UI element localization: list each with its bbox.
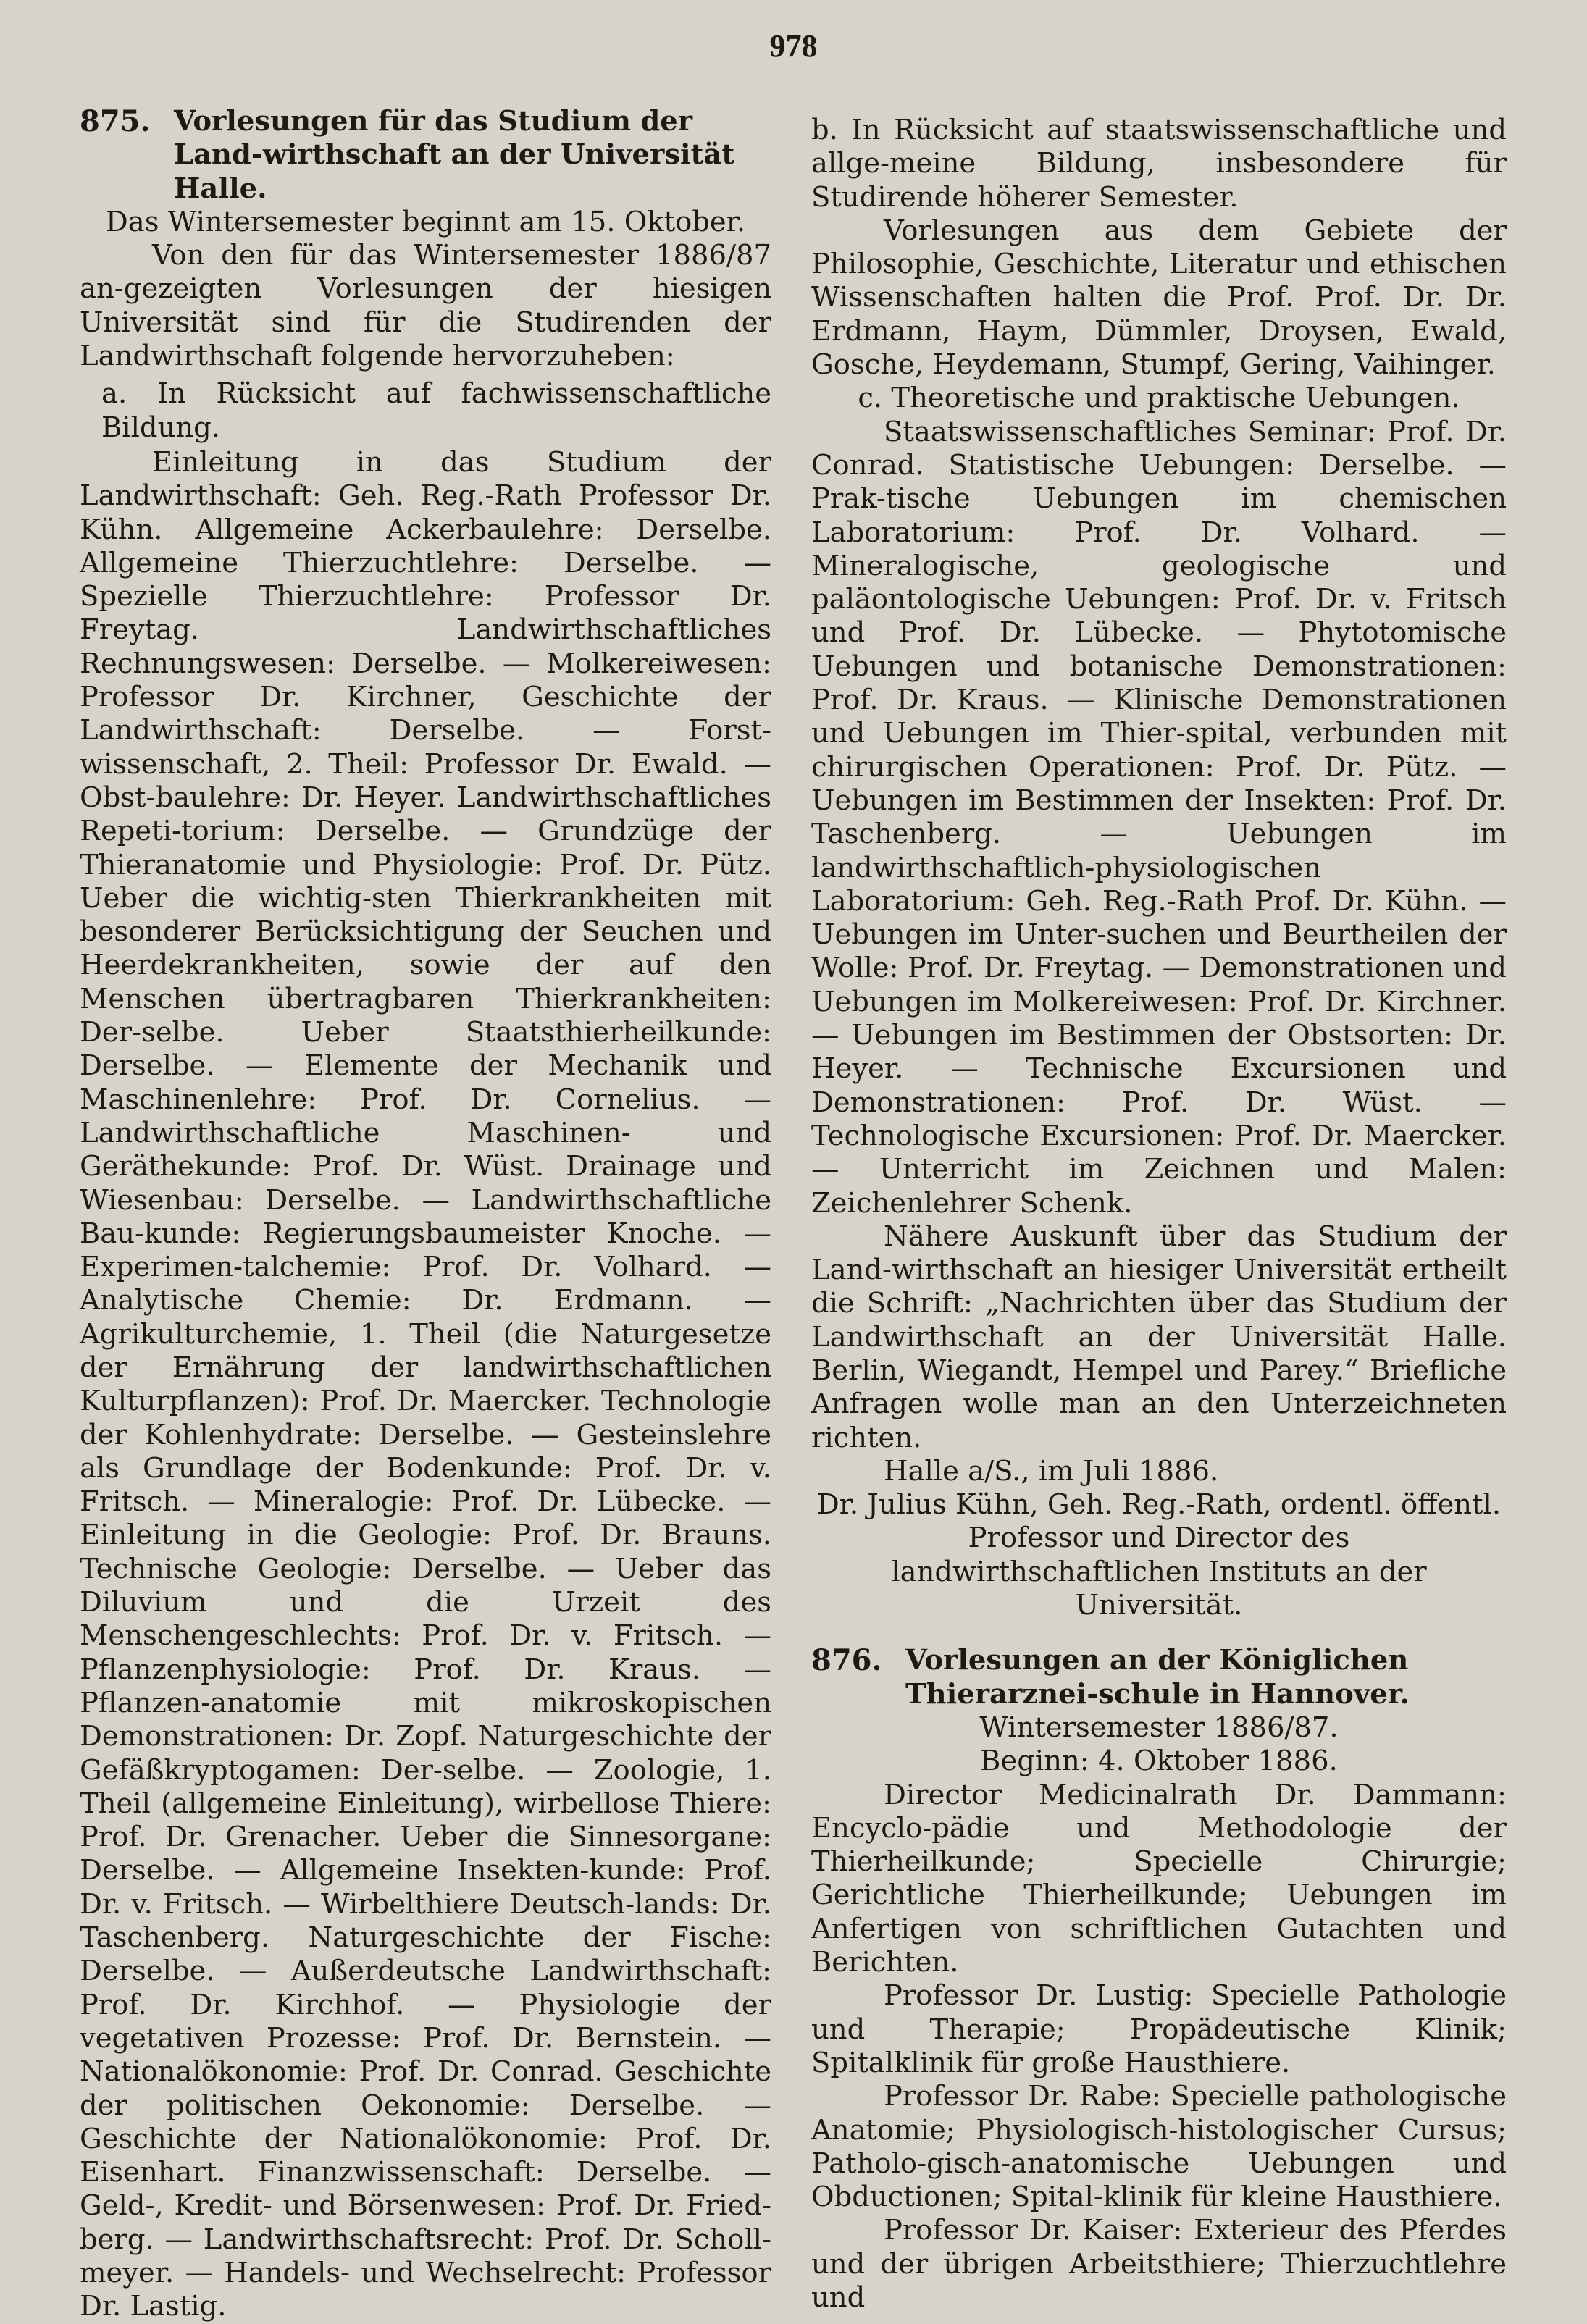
section-876-start: Beginn: 4. Oktober 1886. [980,1745,1338,1778]
right-column [811,114,1507,2315]
section-875-start: Das Wintersemester beginnt am 15. Oktober. [105,205,746,238]
section-875-c-text: Staatswissenschaftliches Seminar: Prof. Dr. Conrad. Statistische Uebungen: Derselbe. — Prak-tische Uebungen im chemischen Laboratorium: Prof. Dr. Volhard. — Mineralogische, geologische und paläontologische Uebungen: Prof. Dr. v. Fritsch und Prof. Dr. Lübecke. — Phytotomische Uebungen und botanische Demonstrationen: Prof. Dr. Kraus. — Klinische Demonstrationen und Uebungen im Thier-spital, verbunden mit chirurgischen Operationen: Prof. Dr. Pütz. — Uebungen im Bestimmen der Insekten: Prof. Dr. Taschenberg. — Uebungen im landwirthschaftlich-physiologischen Laboratorium: Geh. Reg.-Rath Prof. Dr. Kühn. — Uebungen im Unter-suchen und Beurtheilen der Wolle: Prof. Dr. Freytag. — Demonstrationen und Uebungen im Molkereiwesen: Prof. Dr. Kirchner. — Uebungen im Bestimmen der Obstsorten: Dr. Heyer. — Technische Excursionen und Demonstrationen: Prof. Dr. Wüst. — Technologische Excursionen: Prof. Dr. Maercker. — Unterricht im Zeichnen und Malen: Zeichenlehrer Schenk. [811,415,1507,1220]
page-number: 978 [769,28,818,64]
section-875-heading [80,105,771,206]
section-875-place-date: Halle a/S., im Juli 1886. [884,1454,1219,1488]
section-876-paragraph-3: Professor Dr. Rabe: Specielle pathologische Anatomie; Physiologisch-histologischer Cursus; Patholo-gisch-anatomische Uebungen und Obductionen; Spital-klinik für kleine Hausthiere. [811,2080,1507,2214]
left-column [80,105,771,2324]
section-875-signature: Dr. Julius Kühn, Geh. Reg.-Rath, ordentl. öffentl. Professor und Director des landwirthschaftlichen Instituts an der Universität. [816,1488,1502,1622]
section-875-number: 875. [80,104,151,138]
section-875-title: Vorlesungen für das Studium der Land-wirthschaft an der Universität Halle. [174,105,735,205]
section-875-intro: Von den für das Wintersemester 1886/87 an-gezeigten Vorlesungen der hiesigen Universität sind für die Studirenden der Landwirthschaft folgende hervorzuheben: [80,239,771,373]
section-876-paragraph-2: Professor Dr. Lustig: Specielle Pathologie und Therapie; Propädeutische Klinik; Spitalklinik für große Hausthiere. [811,1979,1507,2079]
section-876-paragraph-1: Director Medicinalrath Dr. Dammann: Encyclo-pädie und Methodologie der Thierheilkunde; Specielle Chirurgie; Gerichtliche Thierheilkunde; Uebungen im Anfertigen von schriftlichen Gutachten und Berichten. [811,1778,1507,1979]
section-gap [811,1622,1507,1644]
section-876-heading [811,1644,1507,1711]
section-876-number: 876. [811,1643,882,1678]
section-875-b-heading: b. In Rücksicht auf staatswissenschaftliche und allge-meine Bildung, insbesondere für Studirende höherer Semester. [811,114,1507,214]
section-875-info: Nähere Auskunft über das Studium der Land-wirthschaft an hiesiger Universität ertheilt die Schrift: „Nachrichten über das Studium der Landwirthschaft an der Universität Halle. Berlin, Wiegandt, Hempel und Parey.“ Briefliche Anfragen wolle man an den Unterzeichneten richten. [811,1220,1507,1454]
section-876-paragraph-4: Professor Dr. Kaiser: Exterieur des Pferdes und der übrigen Arbeitsthiere; Thierzuchtlehre und [811,2214,1507,2314]
section-875-a-text: Einleitung in das Studium der Landwirthschaft: Geh. Reg.-Rath Professor Dr. Kühn. Allgemeine Ackerbaulehre: Derselbe. Allgemeine Thierzuchtlehre: Derselbe. — Spezielle Thierzuchtlehre: Professor Dr. Freytag. Landwirthschaftliches Rechnungswesen: Derselbe. — Molkereiwesen: Professor Dr. Kirchner, Geschichte der Landwirthschaft: Derselbe. — Forst-wissenschaft, 2. Theil: Professor Dr. Ewald. — Obst-baulehre: Dr. Heyer. Landwirthschaftliches Repeti-torium: Derselbe. — Grundzüge der Thieranatomie und Physiologie: Prof. Dr. Pütz. Ueber die wichtig-sten Thierkrankheiten mit besonderer Berücksichtigung der Seuchen und Heerdekrankheiten, sowie der auf den Menschen übertragbaren Thierkrankheiten: Der-selbe. Ueber Staatsthierheilkunde: Derselbe. — Elemente der Mechanik und Maschinenlehre: Prof. Dr. Cornelius. — Landwirthschaftliche Maschinen- und Geräthekunde: Prof. Dr. Wüst. Drainage und Wiesenbau: Derselbe. — Landwirthschaftliche Bau-kunde: Regierungsbaumeister Knoche. — Experimen-talchemie: Prof. Dr. Volhard. — Analytische Chemie: Dr. Erdmann. — Agrikulturchemie, 1. Theil (die Naturgesetze der Ernährung der landwirthschaftlichen Kulturpflanzen): Prof. Dr. Maercker. Technologie der Kohlenhydrate: Derselbe. — Gesteinslehre als Grundlage der Bodenkunde: Prof. Dr. v. Fritsch. — Mineralogie: Prof. Dr. Lübecke. — Einleitung in die Geologie: Prof. Dr. Brauns. Technische Geologie: Derselbe. — Ueber das Diluvium und die Urzeit des Menschengeschlechts: Prof. Dr. v. Fritsch. — Pflanzenphysiologie: Prof. Dr. Kraus. — Pflanzen-anatomie mit mikroskopischen Demonstrationen: Dr. Zopf. Naturgeschichte der Gefäßkryptogamen: Der-selbe. — Zoologie, 1. Theil (allgemeine Einleitung), wirbellose Thiere: Prof. Dr. Grenacher. Ueber die Sinnesorgane: Derselbe. — Allgemeine Insekten-kunde: Prof. Dr. v. Fritsch. — Wirbelthiere Deutsch-lands: Dr. Taschenberg. Naturgeschichte der Fische: Derselbe. — Außerdeutsche Landwirthschaft: Prof. Dr. Kirchhof. — Physiologie der vegetativen Prozesse: Prof. Dr. Bernstein. — Nationalökonomie: Prof. Dr. Conrad. Geschichte der politischen Oekonomie: Derselbe. — Geschichte der Nationalökonomie: Prof. Dr. Eisenhart. Finanzwissenschaft: Derselbe. — Geld-, Kredit- und Börsenwesen: Prof. Dr. Fried-berg. — Landwirthschaftsrecht: Prof. Dr. Scholl-meyer. — Handels- und Wechselrecht: Professor Dr. Lastig. [80,445,771,2323]
section-876-title: Vorlesungen an der Königlichen Thierarznei-schule in Hannover. [905,1644,1410,1711]
section-875-b-text: Vorlesungen aus dem Gebiete der Philosophie, Geschichte, Literatur und ethischen Wissenschaften halten die Prof. Prof. Dr. Dr. Erdmann, Haym, Dümmler, Droysen, Ewald, Gosche, Heydemann, Stumpf, Gering, Vaihinger. [811,214,1507,382]
section-876-semester: Wintersemester 1886/87. [979,1711,1339,1744]
section-875-c-heading: c. Theoretische und praktische Uebungen. [858,382,1460,415]
section-875-a-heading: a. In Rücksicht auf fachwissenschaftliche Bildung. [101,377,771,444]
